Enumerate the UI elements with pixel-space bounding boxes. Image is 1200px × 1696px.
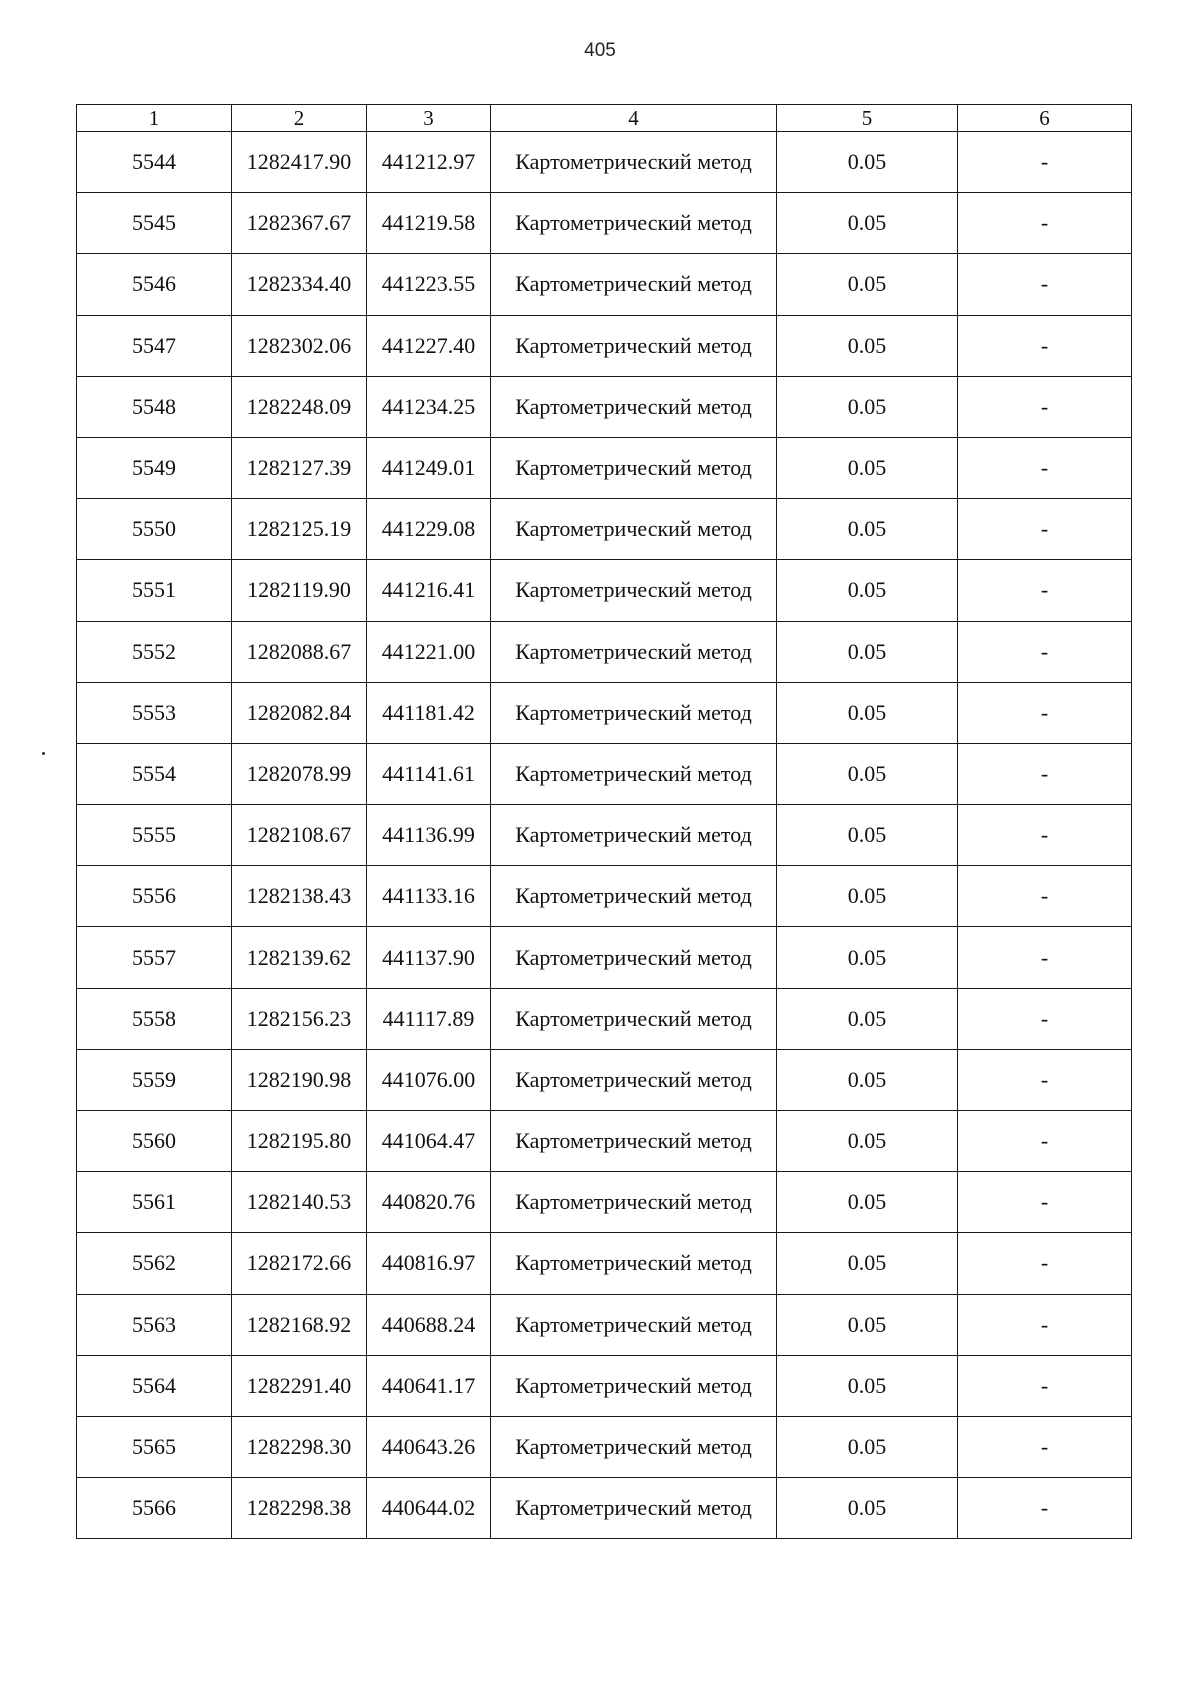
table-row bbox=[77, 315, 1132, 376]
table-row bbox=[77, 1416, 1132, 1477]
note-cell: - bbox=[958, 437, 1132, 498]
y-coordinate-cell: 441229.08 bbox=[367, 499, 491, 560]
accuracy-cell: 0.05 bbox=[777, 805, 958, 866]
y-coordinate-cell: 441227.40 bbox=[367, 315, 491, 376]
point-number-cell: 5565 bbox=[77, 1416, 232, 1477]
x-coordinate-cell: 1282248.09 bbox=[232, 376, 367, 437]
x-coordinate-cell: 1282298.38 bbox=[232, 1478, 367, 1539]
method-cell: Картометрический метод bbox=[491, 560, 777, 621]
note-cell: - bbox=[958, 193, 1132, 254]
x-coordinate-cell: 1282108.67 bbox=[232, 805, 367, 866]
point-number-cell: 5552 bbox=[77, 621, 232, 682]
method-cell: Картометрический метод bbox=[491, 499, 777, 560]
note-cell: - bbox=[958, 1294, 1132, 1355]
method-cell: Картометрический метод bbox=[491, 254, 777, 315]
accuracy-cell: 0.05 bbox=[777, 560, 958, 621]
y-coordinate-cell: 441136.99 bbox=[367, 805, 491, 866]
method-cell: Картометрический метод bbox=[491, 1294, 777, 1355]
method-cell: Картометрический метод bbox=[491, 132, 777, 193]
accuracy-cell: 0.05 bbox=[777, 743, 958, 804]
table-row bbox=[77, 927, 1132, 988]
note-cell: - bbox=[958, 1233, 1132, 1294]
point-number-cell: 5549 bbox=[77, 437, 232, 498]
table-row bbox=[77, 682, 1132, 743]
table-header-row bbox=[77, 105, 1132, 132]
table-row bbox=[77, 560, 1132, 621]
x-coordinate-cell: 1282298.30 bbox=[232, 1416, 367, 1477]
table-row bbox=[77, 621, 1132, 682]
accuracy-cell: 0.05 bbox=[777, 1111, 958, 1172]
accuracy-cell: 0.05 bbox=[777, 376, 958, 437]
method-cell: Картометрический метод bbox=[491, 437, 777, 498]
x-coordinate-cell: 1282195.80 bbox=[232, 1111, 367, 1172]
note-cell: - bbox=[958, 254, 1132, 315]
method-cell: Картометрический метод bbox=[491, 376, 777, 437]
accuracy-cell: 0.05 bbox=[777, 1294, 958, 1355]
x-coordinate-cell: 1282156.23 bbox=[232, 988, 367, 1049]
accuracy-cell: 0.05 bbox=[777, 254, 958, 315]
point-number-cell: 5554 bbox=[77, 743, 232, 804]
method-cell: Картометрический метод bbox=[491, 621, 777, 682]
table-row bbox=[77, 1111, 1132, 1172]
accuracy-cell: 0.05 bbox=[777, 1172, 958, 1233]
y-coordinate-cell: 441223.55 bbox=[367, 254, 491, 315]
table-row bbox=[77, 1049, 1132, 1110]
note-cell: - bbox=[958, 1478, 1132, 1539]
column-header-4: 4 bbox=[491, 105, 777, 132]
point-number-cell: 5561 bbox=[77, 1172, 232, 1233]
table-row bbox=[77, 1172, 1132, 1233]
method-cell: Картометрический метод bbox=[491, 1111, 777, 1172]
accuracy-cell: 0.05 bbox=[777, 1233, 958, 1294]
x-coordinate-cell: 1282168.92 bbox=[232, 1294, 367, 1355]
note-cell: - bbox=[958, 560, 1132, 621]
note-cell: - bbox=[958, 1416, 1132, 1477]
note-cell: - bbox=[958, 1172, 1132, 1233]
y-coordinate-cell: 441076.00 bbox=[367, 1049, 491, 1110]
note-cell: - bbox=[958, 988, 1132, 1049]
scan-speck bbox=[42, 752, 45, 755]
table-row bbox=[77, 254, 1132, 315]
table-row bbox=[77, 376, 1132, 437]
method-cell: Картометрический метод bbox=[491, 1478, 777, 1539]
accuracy-cell: 0.05 bbox=[777, 866, 958, 927]
note-cell: - bbox=[958, 499, 1132, 560]
x-coordinate-cell: 1282127.39 bbox=[232, 437, 367, 498]
y-coordinate-cell: 441249.01 bbox=[367, 437, 491, 498]
note-cell: - bbox=[958, 1049, 1132, 1110]
x-coordinate-cell: 1282125.19 bbox=[232, 499, 367, 560]
x-coordinate-cell: 1282088.67 bbox=[232, 621, 367, 682]
note-cell: - bbox=[958, 927, 1132, 988]
note-cell: - bbox=[958, 682, 1132, 743]
accuracy-cell: 0.05 bbox=[777, 621, 958, 682]
method-cell: Картометрический метод bbox=[491, 682, 777, 743]
point-number-cell: 5546 bbox=[77, 254, 232, 315]
x-coordinate-cell: 1282367.67 bbox=[232, 193, 367, 254]
y-coordinate-cell: 440644.02 bbox=[367, 1478, 491, 1539]
x-coordinate-cell: 1282291.40 bbox=[232, 1355, 367, 1416]
y-coordinate-cell: 441234.25 bbox=[367, 376, 491, 437]
accuracy-cell: 0.05 bbox=[777, 1478, 958, 1539]
accuracy-cell: 0.05 bbox=[777, 315, 958, 376]
note-cell: - bbox=[958, 621, 1132, 682]
y-coordinate-cell: 440643.26 bbox=[367, 1416, 491, 1477]
column-header-1: 1 bbox=[77, 105, 232, 132]
method-cell: Картометрический метод bbox=[491, 1233, 777, 1294]
y-coordinate-cell: 441221.00 bbox=[367, 621, 491, 682]
point-number-cell: 5564 bbox=[77, 1355, 232, 1416]
column-header-2: 2 bbox=[232, 105, 367, 132]
y-coordinate-cell: 441219.58 bbox=[367, 193, 491, 254]
method-cell: Картометрический метод bbox=[491, 805, 777, 866]
x-coordinate-cell: 1282140.53 bbox=[232, 1172, 367, 1233]
x-coordinate-cell: 1282190.98 bbox=[232, 1049, 367, 1110]
table-body bbox=[77, 132, 1132, 1539]
accuracy-cell: 0.05 bbox=[777, 988, 958, 1049]
y-coordinate-cell: 440688.24 bbox=[367, 1294, 491, 1355]
method-cell: Картометрический метод bbox=[491, 1355, 777, 1416]
table-row bbox=[77, 988, 1132, 1049]
method-cell: Картометрический метод bbox=[491, 1172, 777, 1233]
table-row bbox=[77, 1233, 1132, 1294]
note-cell: - bbox=[958, 315, 1132, 376]
method-cell: Картометрический метод bbox=[491, 1416, 777, 1477]
table-row bbox=[77, 193, 1132, 254]
point-number-cell: 5547 bbox=[77, 315, 232, 376]
x-coordinate-cell: 1282172.66 bbox=[232, 1233, 367, 1294]
method-cell: Картометрический метод bbox=[491, 743, 777, 804]
y-coordinate-cell: 441141.61 bbox=[367, 743, 491, 804]
x-coordinate-cell: 1282302.06 bbox=[232, 315, 367, 376]
y-coordinate-cell: 440820.76 bbox=[367, 1172, 491, 1233]
point-number-cell: 5562 bbox=[77, 1233, 232, 1294]
method-cell: Картометрический метод bbox=[491, 927, 777, 988]
table-row bbox=[77, 1294, 1132, 1355]
point-number-cell: 5548 bbox=[77, 376, 232, 437]
y-coordinate-cell: 441181.42 bbox=[367, 682, 491, 743]
note-cell: - bbox=[958, 1355, 1132, 1416]
table-row bbox=[77, 1478, 1132, 1539]
method-cell: Картометрический метод bbox=[491, 193, 777, 254]
table-row bbox=[77, 437, 1132, 498]
note-cell: - bbox=[958, 376, 1132, 437]
page-number: 405 bbox=[584, 40, 616, 61]
accuracy-cell: 0.05 bbox=[777, 499, 958, 560]
point-number-cell: 5555 bbox=[77, 805, 232, 866]
point-number-cell: 5566 bbox=[77, 1478, 232, 1539]
point-number-cell: 5553 bbox=[77, 682, 232, 743]
x-coordinate-cell: 1282119.90 bbox=[232, 560, 367, 621]
y-coordinate-cell: 441212.97 bbox=[367, 132, 491, 193]
table-row bbox=[77, 866, 1132, 927]
point-number-cell: 5556 bbox=[77, 866, 232, 927]
accuracy-cell: 0.05 bbox=[777, 1355, 958, 1416]
note-cell: - bbox=[958, 743, 1132, 804]
accuracy-cell: 0.05 bbox=[777, 132, 958, 193]
point-number-cell: 5557 bbox=[77, 927, 232, 988]
accuracy-cell: 0.05 bbox=[777, 1049, 958, 1110]
note-cell: - bbox=[958, 805, 1132, 866]
y-coordinate-cell: 441137.90 bbox=[367, 927, 491, 988]
column-header-3: 3 bbox=[367, 105, 491, 132]
x-coordinate-cell: 1282334.40 bbox=[232, 254, 367, 315]
note-cell: - bbox=[958, 866, 1132, 927]
y-coordinate-cell: 441216.41 bbox=[367, 560, 491, 621]
y-coordinate-cell: 441117.89 bbox=[367, 988, 491, 1049]
y-coordinate-cell: 441064.47 bbox=[367, 1111, 491, 1172]
accuracy-cell: 0.05 bbox=[777, 193, 958, 254]
x-coordinate-cell: 1282138.43 bbox=[232, 866, 367, 927]
table-row bbox=[77, 499, 1132, 560]
point-number-cell: 5545 bbox=[77, 193, 232, 254]
point-number-cell: 5551 bbox=[77, 560, 232, 621]
accuracy-cell: 0.05 bbox=[777, 437, 958, 498]
x-coordinate-cell: 1282082.84 bbox=[232, 682, 367, 743]
point-number-cell: 5558 bbox=[77, 988, 232, 1049]
x-coordinate-cell: 1282417.90 bbox=[232, 132, 367, 193]
y-coordinate-cell: 440641.17 bbox=[367, 1355, 491, 1416]
point-number-cell: 5559 bbox=[77, 1049, 232, 1110]
column-header-5: 5 bbox=[777, 105, 958, 132]
note-cell: - bbox=[958, 132, 1132, 193]
method-cell: Картометрический метод bbox=[491, 315, 777, 376]
point-number-cell: 5544 bbox=[77, 132, 232, 193]
method-cell: Картометрический метод bbox=[491, 866, 777, 927]
table-row bbox=[77, 805, 1132, 866]
accuracy-cell: 0.05 bbox=[777, 927, 958, 988]
method-cell: Картометрический метод bbox=[491, 1049, 777, 1110]
method-cell: Картометрический метод bbox=[491, 988, 777, 1049]
table-row bbox=[77, 743, 1132, 804]
y-coordinate-cell: 440816.97 bbox=[367, 1233, 491, 1294]
accuracy-cell: 0.05 bbox=[777, 1416, 958, 1477]
point-number-cell: 5563 bbox=[77, 1294, 232, 1355]
point-number-cell: 5560 bbox=[77, 1111, 232, 1172]
x-coordinate-cell: 1282078.99 bbox=[232, 743, 367, 804]
table-row bbox=[77, 1355, 1132, 1416]
point-number-cell: 5550 bbox=[77, 499, 232, 560]
coordinates-table bbox=[76, 104, 1132, 1539]
x-coordinate-cell: 1282139.62 bbox=[232, 927, 367, 988]
y-coordinate-cell: 441133.16 bbox=[367, 866, 491, 927]
note-cell: - bbox=[958, 1111, 1132, 1172]
column-header-6: 6 bbox=[958, 105, 1132, 132]
accuracy-cell: 0.05 bbox=[777, 682, 958, 743]
table-row bbox=[77, 132, 1132, 193]
